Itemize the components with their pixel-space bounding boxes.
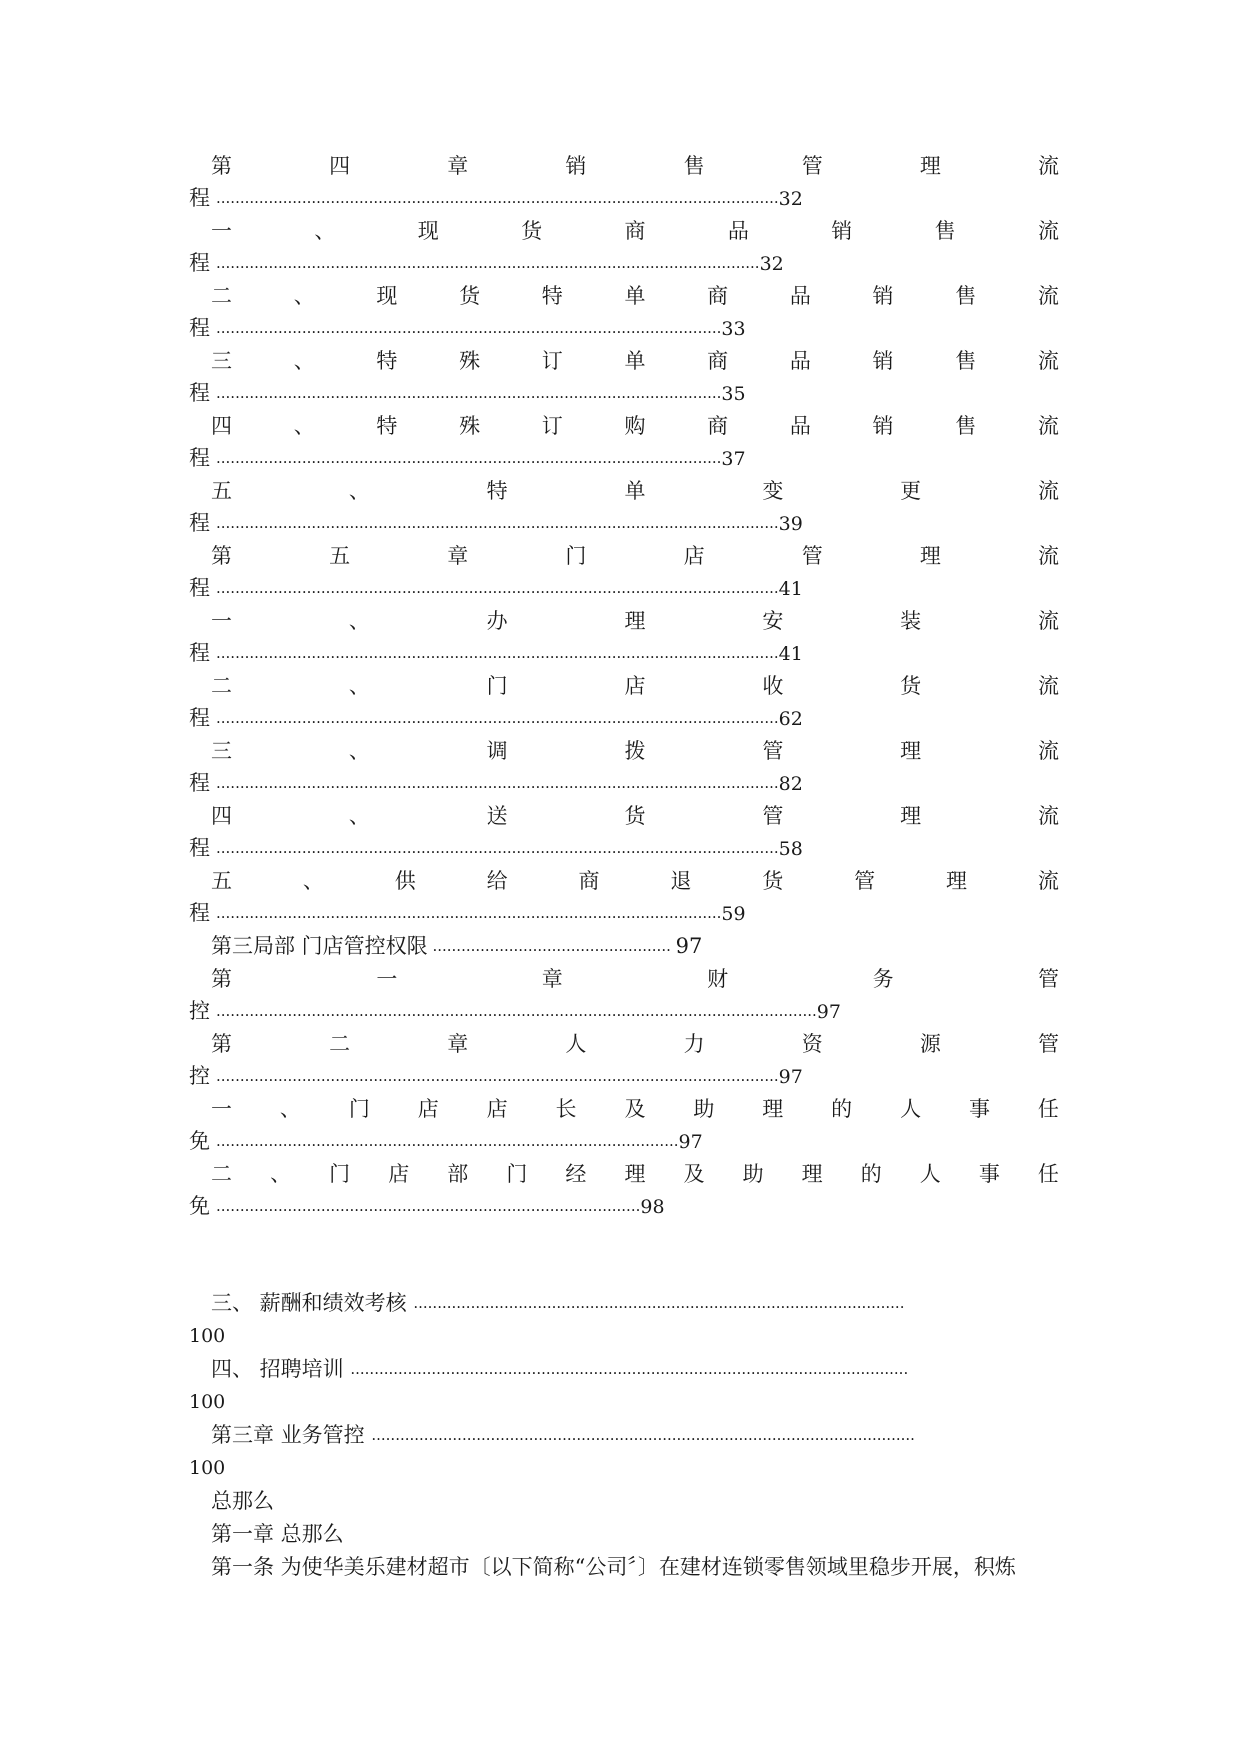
part-heading[interactable] (189, 930, 1059, 963)
title-char: 及 (624, 1097, 646, 1121)
title-char: 货 (900, 674, 922, 698)
title-char: 售 (955, 414, 977, 438)
title-char: 五 (211, 869, 232, 893)
toc-entry[interactable] (189, 865, 1059, 930)
toc-entry[interactable] (189, 540, 1059, 605)
title-char: 、 (293, 414, 315, 438)
toc-entry-leader (189, 377, 1059, 410)
title-char: 一 (211, 609, 232, 633)
title-char: 变 (762, 479, 784, 503)
dot-leader: ...................................................................................................................... (216, 514, 779, 532)
title-char: 人 (919, 1162, 941, 1186)
title-char: 助 (742, 1162, 764, 1186)
title-char: 的 (860, 1162, 882, 1186)
title-tail-char: 免 (189, 1129, 210, 1153)
toc-entry-leader (189, 182, 1059, 215)
dot-leader: ...................................................................................................................... (216, 644, 779, 662)
title-char: 理 (762, 1097, 784, 1121)
title-char: 特 (486, 479, 508, 503)
toc-entry-leader (189, 897, 1059, 930)
title-char: 五 (211, 479, 232, 503)
page-number: 97 (678, 1131, 703, 1153)
title-tail-char: 程 (189, 316, 210, 340)
title-char: 一 (211, 1097, 232, 1121)
dot-leader: .......................................................................................................... (216, 384, 722, 402)
toc-entry-title (189, 1287, 1059, 1320)
title-char: 助 (693, 1097, 715, 1121)
page-number: 58 (778, 838, 803, 860)
title-char: 理 (624, 609, 646, 633)
article-text: 第一条 为使华美乐建材超市〔以下简称“公司〞〕在建材连锁零售领域里稳步开展，积炼 (211, 1555, 1016, 1579)
dot-leader: ...................................................................................................................... (216, 189, 779, 207)
title-char: 二 (211, 1162, 232, 1186)
title-char: 殊 (459, 414, 481, 438)
page-number: 62 (778, 708, 803, 730)
title-char: 流 (1037, 674, 1059, 698)
title-char: 店 (417, 1097, 439, 1121)
title-char: 事 (978, 1162, 1000, 1186)
toc-entry-title (189, 605, 1059, 637)
page-number: 41 (778, 578, 803, 600)
title-char: 调 (486, 739, 508, 763)
toc-entry[interactable] (189, 1353, 1059, 1419)
entry-text: 三、 薪酬和绩效考核 (211, 1291, 414, 1315)
title-char: 四 (329, 154, 351, 178)
toc-entry-title (189, 150, 1059, 182)
toc-entry-leader (189, 1190, 1059, 1223)
title-char: 装 (900, 609, 922, 633)
dot-leader: ................................................................................................. (216, 1132, 679, 1150)
toc-entry-title (189, 670, 1059, 702)
toc-entry-title (189, 345, 1059, 377)
toc-entry-leader (189, 702, 1059, 735)
title-char: 经 (565, 1162, 587, 1186)
title-char: 第 (211, 154, 232, 178)
title-char: 理 (900, 739, 922, 763)
title-char: 、 (279, 1097, 301, 1121)
title-char: 务 (872, 967, 894, 991)
toc-entry-leader (189, 247, 1059, 280)
title-char: 流 (1037, 544, 1059, 568)
title-char: 购 (624, 414, 646, 438)
title-char: 、 (348, 739, 370, 763)
title-char: 货 (459, 284, 481, 308)
title-char: 商 (707, 349, 729, 373)
title-char: 人 (565, 1032, 587, 1056)
title-char: 、 (293, 349, 315, 373)
toc-entry[interactable] (189, 670, 1059, 735)
toc-entry-leader (189, 637, 1059, 670)
dot-leader: ..................................................................................................................... (350, 1360, 909, 1378)
page-number: 35 (721, 383, 746, 405)
title-char: 二 (211, 284, 232, 308)
title-tail-char: 程 (189, 251, 210, 275)
toc-entry[interactable] (189, 963, 1059, 1028)
title-char: 办 (486, 609, 508, 633)
page-number: 97 (816, 1001, 841, 1023)
toc-entry-title (189, 410, 1059, 442)
title-char: 任 (1037, 1097, 1059, 1121)
title-char: 理 (946, 869, 967, 893)
title-char: 四 (211, 414, 232, 438)
title-char: 殊 (459, 349, 481, 373)
toc-entry[interactable] (189, 735, 1059, 800)
toc-entry[interactable] (189, 150, 1059, 215)
title-char: 流 (1037, 804, 1059, 828)
title-char: 拨 (624, 739, 646, 763)
title-char: 流 (1037, 414, 1059, 438)
title-tail-char: 程 (189, 836, 210, 860)
title-char: 收 (762, 674, 784, 698)
title-char: 门 (565, 544, 587, 568)
toc-entry-leader (189, 767, 1059, 800)
title-char: 店 (486, 1097, 508, 1121)
title-char: 品 (789, 349, 811, 373)
title-char: 特 (376, 349, 398, 373)
title-char: 售 (955, 349, 977, 373)
title-char: 售 (934, 219, 956, 243)
toc-entry-title (189, 280, 1059, 312)
title-char: 及 (683, 1162, 705, 1186)
title-char: 销 (872, 414, 894, 438)
title-char: 、 (293, 284, 315, 308)
title-tail-char: 程 (189, 641, 210, 665)
entry-text: 四、 招聘培训 (211, 1357, 351, 1381)
title-char: 售 (955, 284, 977, 308)
page-number: 59 (721, 903, 746, 925)
title-char: 力 (683, 1032, 705, 1056)
title-char: 流 (1038, 219, 1059, 243)
toc-entry[interactable] (189, 1287, 1059, 1353)
page-number: 39 (778, 513, 803, 535)
title-char: 管 (1037, 1032, 1059, 1056)
title-char: 理 (919, 544, 941, 568)
title-char: 订 (541, 349, 563, 373)
dot-leader: .................................................. (427, 937, 676, 955)
dot-leader: .................................................................................................................. (371, 1426, 915, 1444)
title-char: 流 (1037, 739, 1059, 763)
title-char: 销 (872, 284, 894, 308)
title-char: 资 (801, 1032, 823, 1056)
title-char: 三 (211, 739, 232, 763)
page-number: 32 (759, 253, 784, 275)
title-char: 三 (211, 349, 232, 373)
title-char: 流 (1037, 869, 1059, 893)
toc-entry[interactable] (189, 1419, 1059, 1485)
toc-entry[interactable] (189, 1028, 1059, 1093)
toc-entry-title (189, 1353, 1059, 1386)
title-char: 管 (801, 544, 823, 568)
toc-entry-leader (189, 832, 1059, 865)
title-char: 门 (506, 1162, 528, 1186)
title-char: 理 (900, 804, 922, 828)
toc-entry-leader (189, 312, 1059, 345)
title-char: 、 (314, 219, 336, 243)
section-heading: 第一章 总那么 (211, 1522, 344, 1546)
title-char: 章 (447, 1032, 469, 1056)
page-number: 33 (721, 318, 746, 340)
toc-entry-title (189, 1028, 1059, 1060)
dot-leader: .......................................................................................................... (216, 319, 722, 337)
toc-entry-title (189, 475, 1059, 507)
title-char: 特 (541, 284, 563, 308)
title-char: 货 (624, 804, 646, 828)
dot-leader: ......................................................................................... (216, 1197, 641, 1215)
title-char: 店 (388, 1162, 410, 1186)
title-char: 章 (541, 967, 563, 991)
title-char: 、 (348, 804, 370, 828)
toc-entry-leader (189, 442, 1059, 475)
title-char: 第 (211, 967, 232, 991)
title-tail-char: 程 (189, 901, 210, 925)
toc-entry-title (189, 735, 1059, 767)
toc-entry-title (189, 215, 1059, 247)
dot-leader: ...................................................................................................................... (216, 709, 779, 727)
title-char: 章 (447, 544, 469, 568)
page-number: 100 (189, 1325, 226, 1347)
toc-entry-title (189, 1158, 1059, 1190)
title-char: 店 (624, 674, 646, 698)
title-char: 管 (854, 869, 876, 893)
toc-entry-leader (189, 572, 1059, 605)
title-char: 人 (900, 1097, 922, 1121)
toc-entry-leader (189, 1125, 1059, 1158)
title-char: 管 (801, 154, 823, 178)
title-char: 商 (707, 284, 729, 308)
toc-entry-title (189, 1419, 1059, 1452)
toc-entry[interactable] (189, 800, 1059, 865)
title-tail-char: 程 (189, 186, 210, 210)
title-char: 一 (211, 219, 232, 243)
title-char: 的 (831, 1097, 853, 1121)
dot-leader: ....................................................................................................... (413, 1294, 905, 1312)
title-char: 销 (565, 154, 587, 178)
title-char: 商 (624, 219, 646, 243)
toc-entry[interactable] (189, 280, 1059, 345)
title-tail-char: 程 (189, 771, 210, 795)
toc-entry-leader (189, 1060, 1059, 1093)
page-number: 97 (778, 1066, 803, 1088)
dot-leader: .......................................................................................................... (216, 904, 722, 922)
toc-entry-title (189, 865, 1059, 897)
title-char: 货 (762, 869, 784, 893)
title-char: 理 (801, 1162, 823, 1186)
dot-leader: .......................................................................................................... (216, 449, 722, 467)
title-char: 安 (762, 609, 784, 633)
title-char: 售 (683, 154, 705, 178)
page-number: 82 (778, 773, 803, 795)
title-char: 单 (624, 349, 646, 373)
toc-entry[interactable] (189, 1093, 1059, 1158)
part-heading-text: 第三局部 门店管控权限 (211, 934, 428, 958)
page-number: 97 (675, 934, 703, 958)
title-char: 流 (1037, 349, 1059, 373)
title-char: 商 (707, 414, 729, 438)
title-char: 品 (789, 284, 811, 308)
title-char: 长 (555, 1097, 577, 1121)
title-char: 、 (348, 609, 370, 633)
title-char: 章 (447, 154, 469, 178)
title-char: 销 (872, 349, 894, 373)
dot-leader: .................................................................................................................. (216, 254, 760, 272)
title-char: 特 (376, 414, 398, 438)
toc-entry-leader (189, 507, 1059, 540)
title-char: 销 (831, 219, 853, 243)
toc-entry-title (189, 963, 1059, 995)
title-char: 二 (211, 674, 232, 698)
toc-entry[interactable] (189, 345, 1059, 410)
title-tail-char: 程 (189, 381, 210, 405)
dot-leader: ...................................................................................................................... (216, 774, 779, 792)
title-char: 供 (394, 869, 416, 893)
title-char: 理 (919, 154, 941, 178)
title-char: 、 (270, 1162, 292, 1186)
page-number: 37 (721, 448, 746, 470)
title-char: 第 (211, 1032, 232, 1056)
title-char: 流 (1037, 154, 1059, 178)
toc-entry-title (189, 1093, 1059, 1125)
title-char: 门 (329, 1162, 351, 1186)
title-char: 源 (919, 1032, 941, 1056)
title-char: 品 (727, 219, 749, 243)
dot-leader: .............................................................................................................................. (216, 1002, 817, 1020)
title-char: 第 (211, 544, 232, 568)
title-char: 货 (521, 219, 543, 243)
title-char: 流 (1037, 284, 1059, 308)
title-tail-char: 免 (189, 1194, 210, 1218)
title-char: 现 (417, 219, 439, 243)
page-number: 32 (778, 188, 803, 210)
dot-leader: ...................................................................................................................... (216, 1067, 779, 1085)
title-tail-char: 控 (189, 1064, 210, 1088)
title-char: 单 (624, 479, 646, 503)
title-char: 管 (762, 739, 784, 763)
title-char: 现 (376, 284, 398, 308)
title-char: 事 (968, 1097, 990, 1121)
title-char: 门 (348, 1097, 370, 1121)
title-char: 门 (486, 674, 508, 698)
title-char: 理 (624, 1162, 646, 1186)
toc-entry[interactable] (189, 475, 1059, 540)
title-tail-char: 程 (189, 511, 210, 535)
title-char: 任 (1037, 1162, 1059, 1186)
title-char: 、 (348, 479, 370, 503)
title-char: 给 (486, 869, 508, 893)
toc-entry-title (189, 540, 1059, 572)
toc-entry[interactable] (189, 605, 1059, 670)
title-char: 二 (329, 1032, 351, 1056)
title-char: 品 (789, 414, 811, 438)
title-char: 退 (670, 869, 692, 893)
title-char: 五 (329, 544, 351, 568)
title-char: 部 (447, 1162, 469, 1186)
title-char: 商 (578, 869, 600, 893)
spacer (189, 1223, 1059, 1287)
toc-entry[interactable] (189, 1158, 1059, 1223)
toc-entry-leader (189, 995, 1059, 1028)
title-tail-char: 程 (189, 576, 210, 600)
title-char: 单 (624, 284, 646, 308)
dot-leader: ...................................................................................................................... (216, 579, 779, 597)
title-char: 更 (900, 479, 922, 503)
title-tail-char: 控 (189, 999, 210, 1023)
title-char: 管 (1037, 967, 1059, 991)
dot-leader: ...................................................................................................................... (216, 839, 779, 857)
table-of-contents (189, 150, 1059, 1584)
page-number: 100 (189, 1457, 226, 1479)
entry-text: 第三章 业务管控 (211, 1423, 372, 1447)
toc-entry[interactable] (189, 410, 1059, 475)
title-char: 订 (541, 414, 563, 438)
title-char: 四 (211, 804, 232, 828)
toc-entry[interactable] (189, 215, 1059, 280)
page-number: 41 (778, 643, 803, 665)
page-number: 100 (189, 1391, 226, 1413)
title-tail-char: 程 (189, 446, 210, 470)
title-char: 流 (1037, 479, 1059, 503)
title-char: 、 (348, 674, 370, 698)
title-tail-char: 程 (189, 706, 210, 730)
title-char: 流 (1037, 609, 1059, 633)
title-char: 一 (376, 967, 398, 991)
title-char: 管 (762, 804, 784, 828)
toc-entry-title (189, 800, 1059, 832)
page-number: 98 (640, 1196, 665, 1218)
title-char: 财 (707, 967, 729, 991)
title-char: 店 (683, 544, 705, 568)
title-char: 、 (302, 869, 324, 893)
title-char: 送 (486, 804, 508, 828)
section-heading: 总那么 (211, 1489, 274, 1513)
